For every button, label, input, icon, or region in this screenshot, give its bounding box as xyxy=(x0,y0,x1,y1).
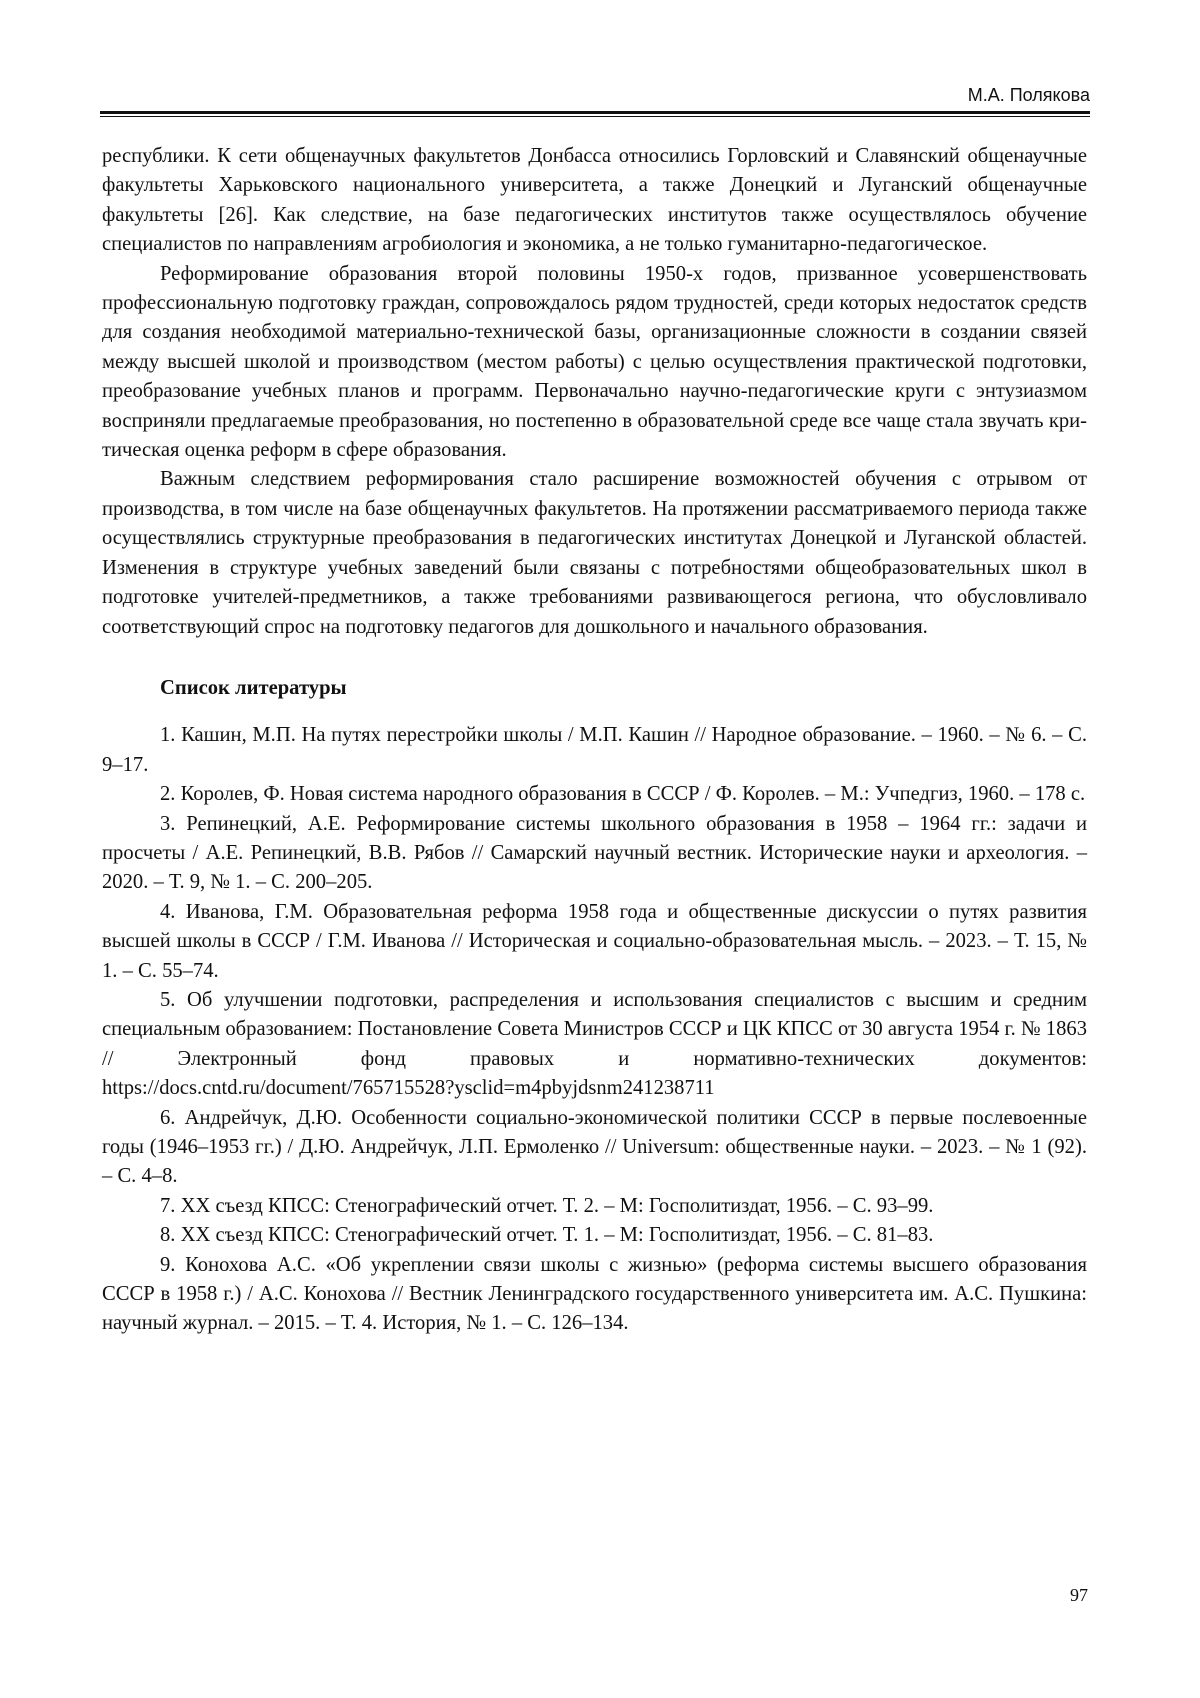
reference-item: 8. XX съезд КПСС: Стенографический отчет. Т. 1. – М: Госполитиздат, 1956. – С. 81–83. xyxy=(160,1224,934,1247)
page-number: 97 xyxy=(1070,1585,1088,1605)
reference-item: 6. Андрейчук, Д.Ю. Особенности социально-экономической политики СССР в первые послевоенные годы (1946–1953 гг.) / Д.Ю. Андрейчук, Л.П. Ермоленко // Universum: общественные науки. – 2023. – № 1 (92). – С. 4–8. xyxy=(102,1106,1087,1188)
header-rule-thin xyxy=(100,116,1090,117)
reference-item: 5. Об улучшении подготовки, распределения и использования специалистов с высшим и средним специальным образованием: Постановление Совета Министров СССР и ЦК КПСС от 30 августа 1954 г. № 1863 // Электронный фонд правовых и нормативно-технических документов: https://docs.cntd.ru/document/765715528?ysclid=m4pbyjdsnm241238711 xyxy=(102,988,1087,1100)
reference-item: 3. Репинецкий, А.Е. Реформирование системы школьного образования в 1958 – 1964 гг.: задачи и просчеты / А.Е. Репинецкий, В.В. Рябов // Самарский научный вестник. Исторические науки и археология. – 2020. – Т. 9, № 1. – С. 200–205. xyxy=(102,812,1087,894)
body-paragraph: Реформирование образования второй половины 1950-х годов, призванное усовершенствовать профессиональную подготовку граждан, сопровождалось рядом трудностей, среди которых недостаток средств для создания необходимой материально-технической базы, организационные сложности в создании связей между высшей школой и производством (местом работы) с целью осуществления практической подготовки, преобразование учебных планов и программ. Первоначально научно-педагогические круги с энтузиазмом восприняли предлагаемые преобразования, но постепенно в образовательной среде все чаще стала звучать критическая оценка реформ в сфере образования. xyxy=(102,262,1087,462)
body-paragraph: республики. К сети общенаучных факультетов Донбасса относились Горловский и Славянский общенаучные факультеты Харьковского национального университета, а также Донецкий и Луганский общенаучные факультеты [26]. Как следствие, на базе педагогических институтов также осуществлялось обучение специалистов по направлениям агробиология и экономика, а не только гуманитарно-педагогическое. xyxy=(102,145,1087,256)
body-paragraph: Важным следствием реформирования стало расширение возможностей обучения с отрывом от производства, в том числе на базе общенаучных факультетов. На протяжении рассматриваемого периода также осуществлялись структурные преобразования в педагогических институтах Донецкой и Луганской областей. Изменения в структуре учебных заведений были связаны с потребностями общеобразовательных школ в подготовке учителей-предметников, а также требованиями развивающегося региона, что обусловливало соответствующий спрос на подготовку педагогов для дошкольного и начального образования. xyxy=(102,468,1087,638)
reference-item: 4. Иванова, Г.М. Образовательная реформа 1958 года и общественные дискуссии о путях развития высшей школы в СССР / Г.М. Иванова // Историческая и социально-образовательная мысль. – 2023. – Т. 15, № 1. – С. 55–74. xyxy=(102,900,1087,982)
header-rule-thick xyxy=(100,111,1090,114)
reference-item: 2. Королев, Ф. Новая система народного образования в СССР / Ф. Королев. – М.: Учпедгиз, 1960. – 178 с. xyxy=(160,783,1086,806)
running-head-author: М.А. Полякова xyxy=(967,85,1090,105)
article-body xyxy=(102,142,1087,1339)
reference-item: 1. Кашин, М.П. На путях перестройки школы / М.П. Кашин // Народное образование. – 1960. – № 6. – С. 9–17. xyxy=(102,724,1087,776)
reference-item: 9. Конохова А.С. «Об укреплении связи школы с жизнью» (реформа системы высшего образования СССР в 1958 г.) / А.С. Конохова // Вестник Ленинградского государственного университета им. А.С. Пушкина: научный журнал. – 2015. – Т. 4. История, № 1. – С. 126–134. xyxy=(102,1253,1087,1335)
references-heading: Список литературы xyxy=(160,676,347,699)
reference-item: 7. XX съезд КПСС: Стенографический отчет. Т. 2. – М: Госполитиздат, 1956. – С. 93–99. xyxy=(160,1194,934,1217)
